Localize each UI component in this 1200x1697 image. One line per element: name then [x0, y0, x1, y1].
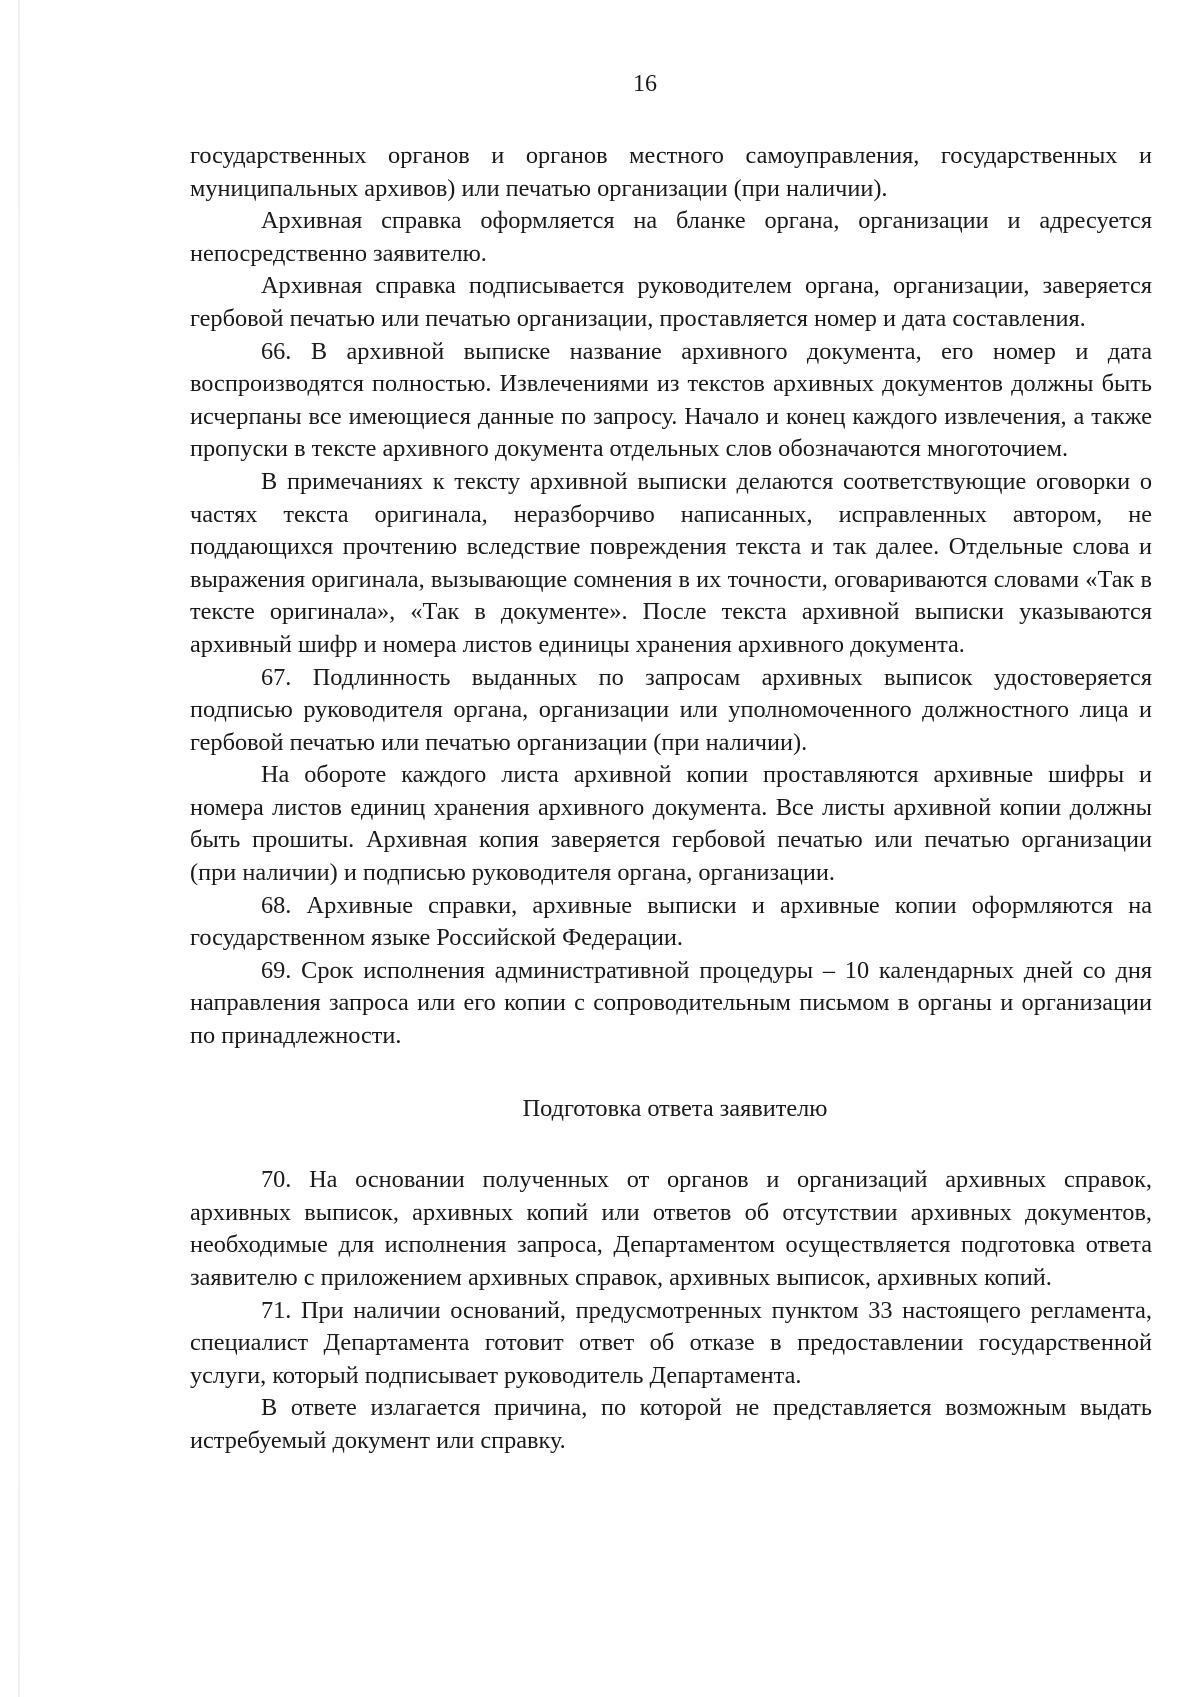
paragraph-71: 71. При наличии оснований, предусмотренных пунктом 33 настоящего регламента, специалист Департамента готовит ответ об отказе в предоставлении государственной услуги, который подписывает руководитель Департамента.	[190, 1296, 1152, 1389]
scan-edge-shadow	[18, 0, 20, 1697]
paragraph: В примечаниях к тексту архивной выписки делаются соответствующие оговорки о частях текста оригинала, неразборчиво написанных, исправленных автором, не поддающихся прочтению вследствие повреждения текста и так далее. Отдельные слова и выражения оригинала, вызывающие сомнения в их точности, оговариваются словами «Так в тексте оригинала», «Так в документе». После текста архивной выписки указываются архивный шифр и номера листов единицы хранения архивного документа.	[190, 467, 1152, 658]
document-body	[190, 140, 1152, 1458]
page-number: 16	[633, 71, 657, 97]
paragraph-67: 67. Подлинность выданных по запросам архивных выписок удостоверяется подписью руководителя органа, организации или уполномоченного должностного лица и гербовой печатью или печатью организации (при наличии).	[190, 663, 1152, 756]
paragraph: На обороте каждого листа архивной копии проставляются архивные шифры и номера листов единиц хранения архивного документа. Все листы архивной копии должны быть прошиты. Архивная копия заверяется гербовой печатью или печатью организации (при наличии) и подписью руководителя органа, организации.	[190, 761, 1152, 887]
section-heading: Подготовка ответа заявителю	[522, 1094, 828, 1122]
paragraph: Архивная справка оформляется на бланке органа, организации и адресуется непосредственно заявителю.	[190, 207, 1152, 267]
paragraph: В ответе излагается причина, по которой не представляется возможным выдать истребуемый документ или справку.	[190, 1394, 1152, 1454]
paragraph-70: 70. На основании полученных от органов и организаций архивных справок, архивных выписок, архивных копий или ответов об отсутствии архивных документов, необходимые для исполнения запроса, Департаментом осуществляется подготовка ответа заявителю с приложением архивных справок, архивных выписок, архивных копий.	[190, 1166, 1152, 1291]
paragraph: Архивная справка подписывается руководителем органа, организации, заверяется гербовой печатью или печатью организации, проставляется номер и дата составления.	[190, 272, 1152, 332]
paragraph-66: 66. В архивной выписке название архивного документа, его номер и дата воспроизводятся полностью. Извлечениями из текстов архивных документов должны быть исчерпаны все имеющиеся данные по запросу. Начало и конец каждого извлечения, а также пропуски в тексте архивного документа отдельных слов обозначаются многоточием.	[190, 337, 1152, 463]
paragraph-68: 68. Архивные справки, архивные выписки и архивные копии оформляются на государственном языке Российской Федерации.	[190, 891, 1152, 952]
paragraph: государственных органов и органов местного самоуправления, государственных и муниципальных архивов) или печатью организации (при наличии).	[190, 142, 1152, 202]
paragraph-69: 69. Срок исполнения административной процедуры – 10 календарных дней со дня направления запроса или его копии с сопроводительным письмом в органы и организации по принадлежности.	[190, 956, 1152, 1050]
